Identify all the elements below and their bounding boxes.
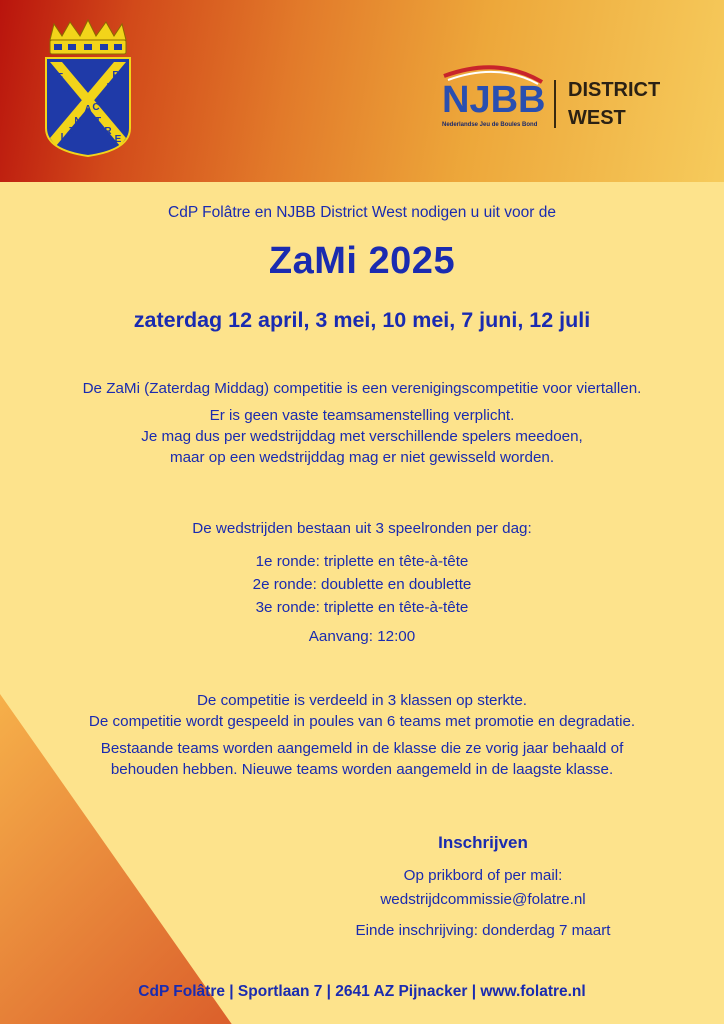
svg-text:F: F: [56, 72, 64, 83]
district-label: DISTRICT: [568, 79, 661, 101]
svg-text:J: J: [67, 126, 73, 137]
intro-section: [0, 378, 724, 468]
svg-text:L: L: [69, 96, 77, 107]
footer-contact: CdP Folâtre | Sportlaan 7 | 2641 AZ Pijnacker | www.folatre.nl: [138, 983, 586, 1000]
folatre-crest-logo: [40, 18, 136, 158]
njbb-tagline: Nederlandse Jeu de Boules Bond: [442, 122, 538, 128]
svg-text:T: T: [94, 116, 102, 127]
intro-line: Je mag dus per wedstrijddag met verschillende spelers meedoen,: [141, 428, 583, 445]
registration-line: Op prikbord of per mail:: [403, 867, 563, 884]
header-banner: [0, 0, 724, 182]
rounds-section: [0, 518, 724, 647]
round-item: 3e ronde: triplette en tête-à-tête: [255, 599, 469, 616]
invite-line: CdP Folâtre en NJBB District West nodigen u uit voor de: [168, 204, 556, 221]
svg-text:I: I: [60, 132, 64, 143]
njbb-district-west-logo: [438, 60, 688, 132]
page-title: ZaMi 2025: [268, 240, 456, 282]
classes-section: [0, 690, 724, 780]
classes-line: behouden hebben. Nieuwe teams worden aangemeld in de laagste klasse.: [110, 761, 614, 778]
svg-text:O: O: [62, 84, 70, 95]
svg-text:N: N: [74, 116, 82, 127]
svg-text:P: P: [52, 120, 60, 131]
round-item: 2e ronde: doublette en doublette: [252, 576, 472, 593]
svg-text:E: E: [114, 134, 122, 145]
registration-email[interactable]: wedstrijdcommissie@folatre.nl: [380, 891, 586, 908]
classes-line: Bestaande teams worden aangemeld in de klasse die ze vorig jaar behaald of: [100, 740, 624, 757]
round-item: 1e ronde: triplette en tête-à-tête: [255, 553, 469, 570]
intro-line: De ZaMi (Zaterdag Middag) competitie is een verenigingscompetitie voor viertallen.: [82, 380, 642, 397]
west-label: WEST: [568, 107, 626, 129]
registration-deadline: Einde inschrijving: donderdag 7 maart: [355, 922, 611, 939]
svg-text:R: R: [112, 70, 120, 81]
registration-heading: Inschrijven: [438, 833, 528, 852]
svg-text:E: E: [106, 82, 114, 93]
svg-text:R: R: [104, 126, 112, 137]
start-time: Aanvang: 12:00: [308, 628, 416, 645]
intro-line: Er is geen vaste teamsamenstelling verplicht.: [209, 407, 515, 424]
classes-line: De competitie wordt gespeeld in poules van 6 teams met promotie en degradatie.: [88, 713, 636, 730]
classes-line: De competitie is verdeeld in 3 klassen op sterkte.: [196, 692, 528, 709]
intro-line: maar op een wedstrijddag mag er niet gewisseld worden.: [169, 449, 555, 466]
rounds-heading: De wedstrijden bestaan uit 3 speelronden per dag:: [192, 520, 532, 537]
svg-text:A: A: [84, 104, 92, 115]
svg-text:C: C: [92, 102, 100, 113]
svg-text:K: K: [100, 94, 108, 105]
njbb-logo-text: NJBB: [442, 79, 546, 121]
event-dates: zaterdag 12 april, 3 mei, 10 mei, 7 juni, 12 juli: [133, 308, 591, 332]
